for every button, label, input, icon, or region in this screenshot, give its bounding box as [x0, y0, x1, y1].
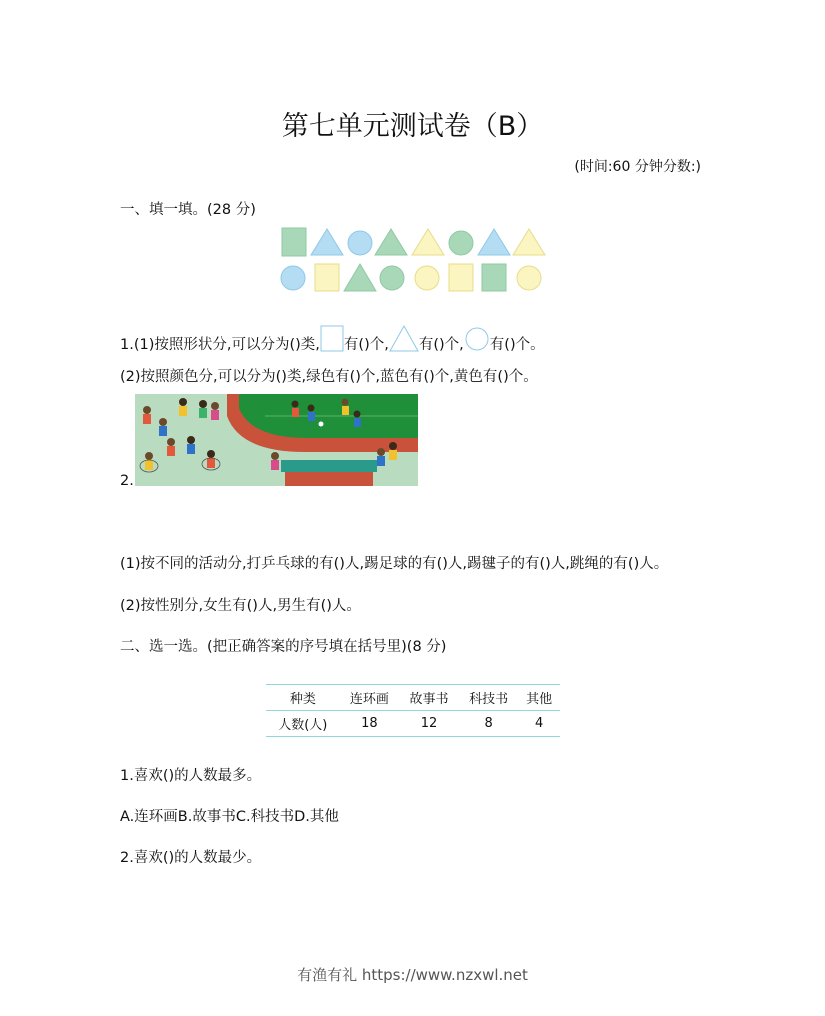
circle-blue-shape	[281, 266, 305, 290]
question-1-1	[120, 325, 545, 354]
square-yellow-shape	[315, 264, 339, 291]
table-row	[266, 711, 560, 737]
table-header-row	[266, 685, 560, 711]
table-cell: 人数(人)	[266, 711, 340, 737]
shapes-row-1	[282, 228, 545, 256]
table-header-cell: 科技书	[459, 685, 519, 711]
section2-question-1-options: A.连环画B.故事书C.科技书D.其他	[120, 809, 339, 825]
table-cell: 4	[518, 711, 560, 737]
square-outline-icon	[320, 325, 344, 352]
circle-yellow-shape	[517, 266, 541, 290]
playground-picture	[135, 394, 418, 486]
question-2-1: (1)按不同的活动分,打乒乓球的有()人,踢足球的有()人,踢毽子的有()人,跳绳的有()人。	[120, 556, 669, 572]
square-green-shape	[482, 264, 506, 291]
q1-1-text-4: 有()个。	[489, 337, 545, 353]
section2-heading: 二、选一选。(把正确答案的序号填在括号里)(8 分)	[120, 639, 447, 655]
triangle-outline-icon	[389, 325, 419, 352]
exam-meta: (时间:60 分钟分数:)	[574, 159, 701, 175]
section2-question-2: 2.喜欢()的人数最少。	[120, 850, 262, 866]
table-header-cell: 种类	[266, 685, 340, 711]
footer-watermark: 有渔有礼 https://www.nzxwl.net	[297, 966, 528, 984]
table-cell: 12	[399, 711, 459, 737]
triangle-yellow-shape	[412, 229, 444, 255]
q1-1-text-1: 1.(1)按照形状分,可以分为()类,	[120, 337, 320, 353]
circle-yellow-shape	[415, 266, 439, 290]
question-2-number: 2.	[120, 473, 134, 489]
table-header-cell: 连环画	[340, 685, 400, 711]
q1-1-text-2: 有()个,	[343, 337, 389, 353]
circle-green-shape	[449, 231, 473, 255]
reading-preference-table	[266, 684, 560, 737]
triangle-blue-shape	[478, 229, 510, 255]
page-title: 第七单元测试卷（B）	[281, 111, 544, 142]
circle-blue-shape	[348, 231, 372, 255]
triangle-yellow-shape	[513, 229, 545, 255]
table-cell: 18	[340, 711, 400, 737]
triangle-green-shape	[344, 264, 376, 291]
circle-outline-icon	[464, 326, 490, 352]
circle-green-shape	[380, 266, 404, 290]
shapes-row-2	[281, 264, 541, 291]
triangle-blue-shape	[311, 229, 343, 255]
q1-1-text-3: 有()个,	[418, 337, 464, 353]
section2-question-1: 1.喜欢()的人数最多。	[120, 768, 262, 784]
question-1-2: (2)按照颜色分,可以分为()类,绿色有()个,蓝色有()个,黄色有()个。	[120, 369, 538, 385]
section1-heading: 一、填一填。(28 分)	[120, 202, 256, 218]
table-header-cell: 故事书	[399, 685, 459, 711]
shapes-figure	[280, 226, 548, 294]
table-cell: 8	[459, 711, 519, 737]
square-yellow-shape	[449, 264, 473, 291]
triangle-green-shape	[375, 229, 407, 255]
question-2-2: (2)按性别分,女生有()人,男生有()人。	[120, 598, 361, 614]
square-green-shape	[282, 228, 306, 256]
table-header-cell: 其他	[518, 685, 560, 711]
